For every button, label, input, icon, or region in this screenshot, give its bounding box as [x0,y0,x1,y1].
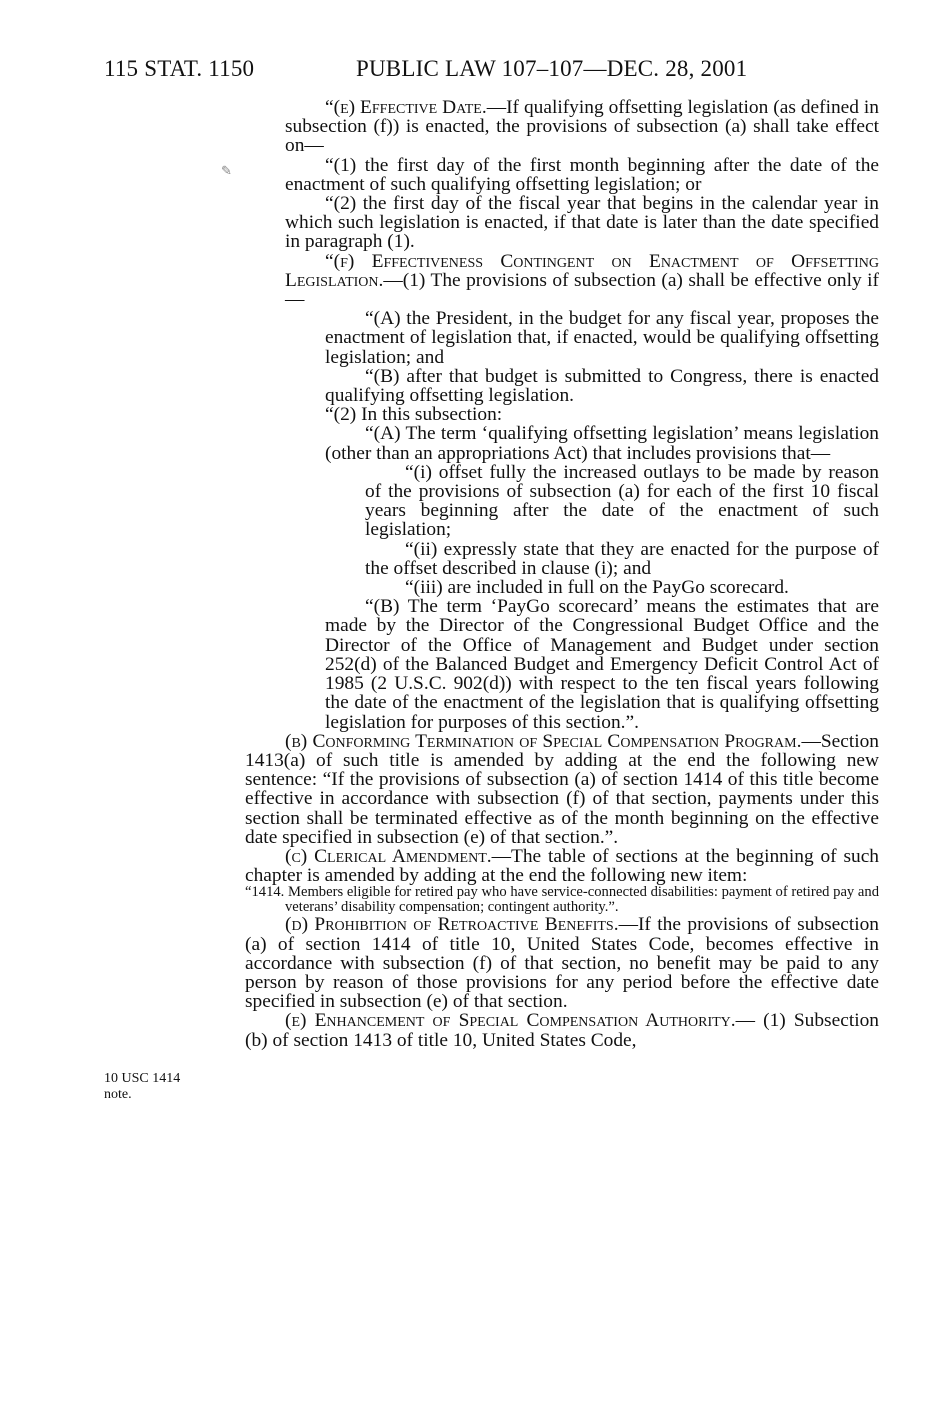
paragraph-text: —The table of sections at the beginning of such chapter is amended by adding at the end the following new item: [245,845,879,887]
paragraph-b-conforming-termination [245,732,879,847]
paragraph-text: —If the provisions of subsection (a) of section 1414 of title 10, United States Code, becomes effective in accordance with subsection (f) of that section, no benefit may be paid to any person by reason of those provisions for any period before the effective date specified in subsection (e) of that section. [245,914,880,1013]
paragraph-f-2-a-ii: “(ii) expressly state that they are enacted for the purpose of the offset described in clause (i); and [365,538,879,579]
paragraph-heading: (d) Prohibition of Retroactive Benefits. [285,914,619,936]
ink-mark: ✎ [221,163,232,178]
paragraph-f-2-a-iii: “(iii) are included in full on the PayGo scorecard. [405,577,789,599]
paragraph-e-1: “(1) the first day of the first month beginning after the date of the enactment of such qualifying offsetting legislation; or [285,154,879,195]
margin-note-label: note. [104,1087,132,1102]
paragraph-f-2-b: “(B) The term ‘PayGo scorecard’ means the estimates that are made by the Director of the Congressional Budget Office and the Director of the Office of Management and Budget under section 252(d) of the Balanced Budget and Emergency Deficit Control Act of 1985 (2 U.S.C. 902(d)) with respect to the ten fiscal years following the date of the enactment of the legislation that is qualifying offsetting legislation for purposes of this section.”. [325,596,879,733]
paragraph-heading: (c) Clerical Amendment. [285,845,492,867]
paragraph-f-1-b: “(B) after that budget is submitted to Congress, there is enacted qualifying offsetting legislation. [325,365,879,407]
paragraph-c-clerical-amendment [245,847,879,885]
paragraph-f-effectiveness [245,252,879,310]
paragraph-text: —Section 1413(a) of such title is amended by adding at the end the following new sentence: “If the provisions of subsection (a) of section 1414 of this title become effective in accordance with subsection (f) of that section, payments under this section shall be terminated effective as of the month beginning on the effective date specified in subsection (e) of that section.”. [245,730,879,848]
paragraph-text: —If qualifying offsetting legislation (as defined in subsection (f)) is enacted, the provisions of subsection (a) shall take effect on— [285,97,879,157]
paragraph-f-2-a-i: “(i) offset fully the increased outlays to be made by reason of the provisions of subsection (a) for each of the first 10 fiscal years beginning after the date of the enactment of such legislation; [365,461,879,541]
statute-page-number: 115 STAT. 1150 [104,56,255,81]
paragraph-e-2: “(2) the first day of the fiscal year that begins in the calendar year in which such legislation is enacted, if that date is later than the date specified in paragraph (1). [285,193,879,253]
paragraph-heading: (b) Conforming Termination of Special Compensation Program. [285,730,802,752]
paragraph-e-effective-date [245,98,879,156]
document-body [245,98,879,1050]
table-of-sections-item: “1414. Members eligible for retired pay who have service-connected disabilities: payment of retired pay and veterans’ disability compensation; contingent authority.”. [245,884,879,916]
paragraph-d-prohibition [245,915,879,1011]
paragraph-text: —(1) The provisions of subsection (a) shall be effective only if— [285,269,879,311]
public-law-title: PUBLIC LAW 107–107—DEC. 28, 2001 [356,56,748,81]
paragraph-heading: “(f) Effectiveness Contingent on Enactment of Offsetting Legislation. [285,250,879,291]
paragraph-e-enhancement [245,1011,879,1049]
paragraph-f-1-a: “(A) the President, in the budget for any fiscal year, proposes the enactment of legislation that, if enacted, would be qualifying offsetting legislation; and [325,308,879,368]
paragraph-f-2: “(2) In this subsection: [325,404,503,426]
paragraph-heading: “(e) Effective Date. [325,97,487,118]
margin-note [104,1071,224,1103]
margin-note-citation: 10 USC 1414 [104,1071,181,1086]
paragraph-heading: (e) Enhancement of Special Compensation Authority. [285,1010,736,1032]
paragraph-f-2-a: “(A) The term ‘qualifying offsetting legislation’ means legislation (other than an appropriations Act) that includes provisions that— [325,423,879,464]
paragraph-text: — (1) Subsection (b) of section 1413 of title 10, United States Code, [245,1010,879,1051]
